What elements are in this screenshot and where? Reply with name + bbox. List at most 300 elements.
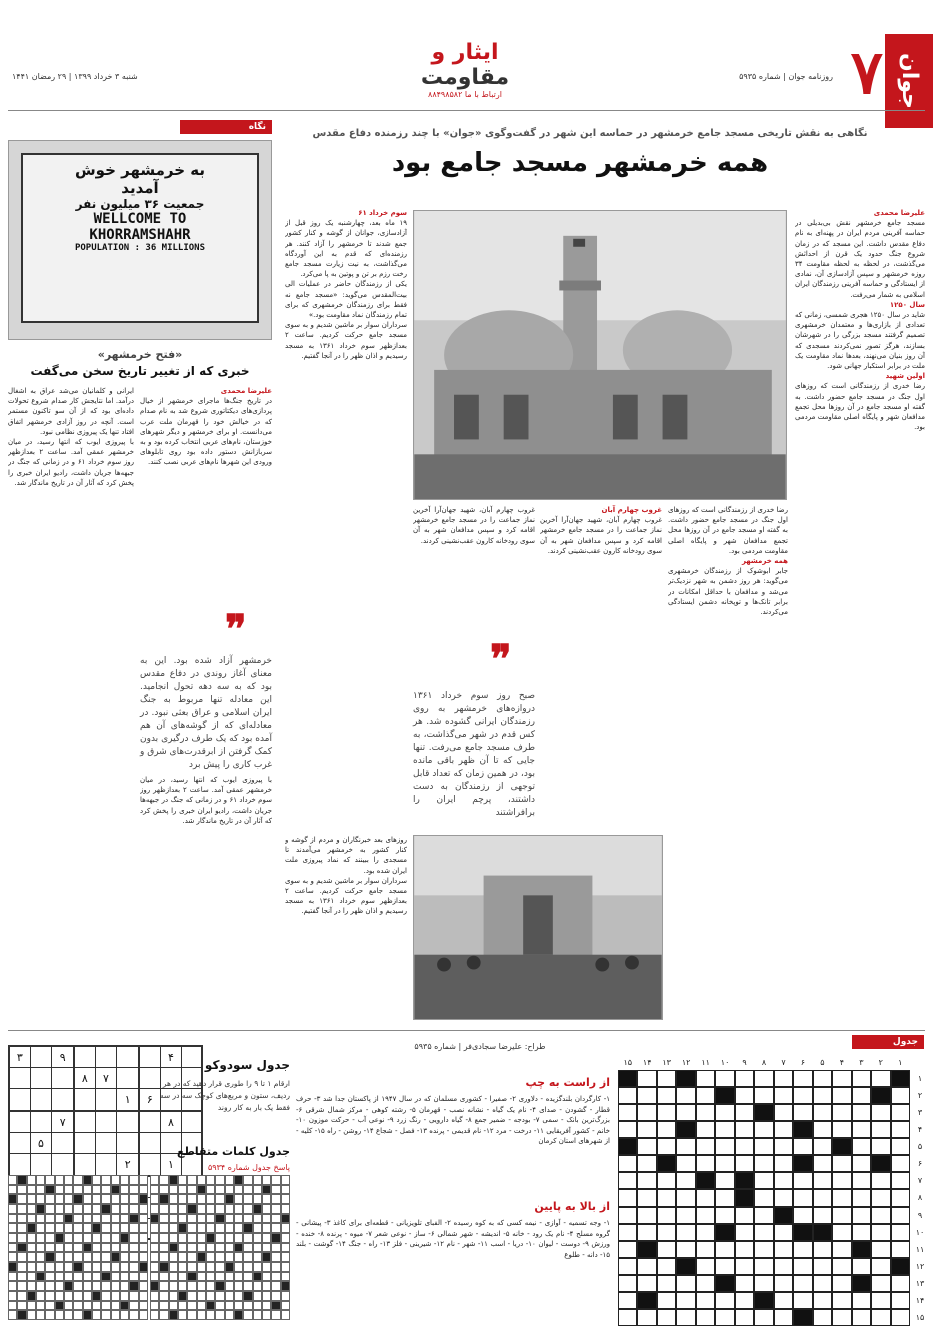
crossword-cell[interactable] — [832, 1070, 851, 1087]
crossword-cell[interactable] — [793, 1241, 812, 1258]
crossword-cell[interactable] — [735, 1155, 754, 1172]
mini-cell — [197, 1272, 206, 1282]
crossword-cell[interactable] — [852, 1121, 871, 1138]
crossword-row-number: ۲ — [917, 1091, 923, 1101]
sudoku-cell[interactable] — [73, 1153, 95, 1175]
sudoku-cell[interactable] — [181, 1110, 203, 1132]
crossword-cell[interactable] — [618, 1207, 637, 1224]
crossword-cell[interactable] — [735, 1104, 754, 1121]
mini-cell — [169, 1281, 178, 1291]
crossword-cell[interactable] — [774, 1155, 793, 1172]
crossword-block-cell — [891, 1258, 910, 1275]
sudoku-cell[interactable] — [160, 1067, 182, 1089]
crossword-cell[interactable] — [832, 1155, 851, 1172]
crossword-cell[interactable] — [637, 1207, 656, 1224]
crossword-cell[interactable] — [832, 1104, 851, 1121]
crossword-cell[interactable] — [852, 1070, 871, 1087]
crossword-cell[interactable] — [676, 1224, 695, 1241]
mini-cell — [45, 1310, 54, 1320]
mini-cell — [234, 1214, 243, 1224]
sudoku-cell[interactable] — [95, 1088, 117, 1110]
crossword-cell[interactable] — [637, 1275, 656, 1292]
mini-cell — [27, 1214, 36, 1224]
crossword-cell[interactable] — [891, 1087, 910, 1104]
mini-cell — [187, 1301, 196, 1311]
crossword-cell[interactable] — [696, 1258, 715, 1275]
crossword-cell[interactable] — [754, 1070, 773, 1087]
mini-cell — [178, 1194, 187, 1204]
masthead-divider — [8, 110, 925, 111]
crossword-cell[interactable] — [793, 1104, 812, 1121]
crossword-cell[interactable] — [676, 1292, 695, 1309]
crossword-cell[interactable] — [715, 1189, 734, 1206]
crossword-cell[interactable] — [618, 1189, 637, 1206]
sudoku-cell[interactable] — [73, 1110, 95, 1132]
crossword-cell[interactable] — [754, 1258, 773, 1275]
crossword-cell[interactable] — [754, 1155, 773, 1172]
crossword-cell[interactable] — [871, 1292, 890, 1309]
crossword-cell[interactable] — [676, 1138, 695, 1155]
crossword-cell[interactable] — [637, 1258, 656, 1275]
crossword-cell[interactable] — [774, 1224, 793, 1241]
mini-cell — [206, 1185, 215, 1195]
mini-block-cell — [169, 1243, 178, 1253]
crossword-cell[interactable] — [891, 1189, 910, 1206]
mini-cell — [253, 1185, 262, 1195]
crossword-cell[interactable] — [637, 1155, 656, 1172]
crossword-cell[interactable] — [618, 1224, 637, 1241]
crossword-cell[interactable] — [696, 1104, 715, 1121]
sudoku-cell[interactable] — [51, 1067, 73, 1089]
crossword-cell[interactable] — [657, 1070, 676, 1087]
crossword-cell[interactable] — [832, 1258, 851, 1275]
mini-cell — [234, 1233, 243, 1243]
crossword-cell[interactable] — [735, 1224, 754, 1241]
sidebar-column-2 — [8, 386, 134, 916]
crossword-cell[interactable] — [832, 1087, 851, 1104]
crossword-cell[interactable] — [676, 1104, 695, 1121]
mini-cell — [178, 1252, 187, 1262]
crossword-cell[interactable] — [715, 1207, 734, 1224]
crossword-cell[interactable] — [813, 1070, 832, 1087]
mini-cell — [243, 1194, 252, 1204]
crossword-cell[interactable] — [852, 1104, 871, 1121]
sudoku-cell[interactable] — [181, 1088, 203, 1110]
crossword-cell[interactable] — [832, 1275, 851, 1292]
mini-cell — [36, 1291, 45, 1301]
crossword-cell[interactable] — [618, 1275, 637, 1292]
crossword-cell[interactable] — [774, 1172, 793, 1189]
mini-cell — [225, 1243, 234, 1253]
sudoku-cell[interactable] — [138, 1067, 160, 1089]
crossword-cell[interactable] — [676, 1087, 695, 1104]
crossword-cell[interactable] — [871, 1275, 890, 1292]
crossword-cell[interactable] — [696, 1241, 715, 1258]
mini-cell — [206, 1175, 215, 1185]
mini-cell — [178, 1301, 187, 1311]
crossword-cell[interactable] — [637, 1121, 656, 1138]
crossword-cell[interactable] — [696, 1275, 715, 1292]
crossword-block-cell — [696, 1172, 715, 1189]
crossword-cell[interactable] — [793, 1087, 812, 1104]
sudoku-cell[interactable] — [51, 1132, 73, 1154]
sudoku-cell[interactable] — [73, 1045, 95, 1067]
sudoku-cell[interactable] — [181, 1045, 203, 1067]
crossword-cell[interactable] — [618, 1292, 637, 1309]
sudoku-cell[interactable] — [8, 1088, 30, 1110]
crossword-cell[interactable] — [774, 1275, 793, 1292]
mini-cell — [187, 1262, 196, 1272]
main-text-5: ۱۹ ماه بعد، چهارشنبه یک روز قبل از آزادسازی، جوانان از گوشه و کنار کشور جمع شدند تا خرمشهر را آزاد کنند. هر رزمنده‌ای که قدم به این آوردگاه می‌گذاشت، به نیت زیارت مسجد جامع رخت رزم بر تن و پوتین به پا می‌کرد. — [285, 219, 407, 279]
crossword-cell[interactable] — [735, 1138, 754, 1155]
crossword-cell[interactable] — [813, 1241, 832, 1258]
crossword-cell[interactable] — [832, 1292, 851, 1309]
crossword-cell[interactable] — [676, 1207, 695, 1224]
mini-cell — [187, 1281, 196, 1291]
crossword-cell[interactable] — [871, 1258, 890, 1275]
crossword-cell[interactable] — [715, 1241, 734, 1258]
crossword-cell[interactable] — [696, 1292, 715, 1309]
crossword-cell[interactable] — [657, 1172, 676, 1189]
crossword-cell[interactable] — [871, 1121, 890, 1138]
mini-block-cell — [271, 1233, 280, 1243]
crossword-cell[interactable] — [891, 1172, 910, 1189]
sudoku-cell[interactable] — [30, 1153, 52, 1175]
crossword-cell[interactable] — [793, 1207, 812, 1224]
mini-block-cell — [55, 1301, 64, 1311]
crossword-cell[interactable] — [891, 1309, 910, 1326]
sudoku-cell[interactable] — [30, 1110, 52, 1132]
crossword-cell[interactable] — [832, 1172, 851, 1189]
crossword-cell[interactable] — [735, 1258, 754, 1275]
crossword-cell[interactable] — [774, 1138, 793, 1155]
welcome-sign — [21, 153, 259, 323]
crossword-cell[interactable] — [852, 1138, 871, 1155]
sudoku-cell[interactable] — [95, 1153, 117, 1175]
crossword-cell[interactable] — [754, 1087, 773, 1104]
sudoku-cell[interactable] — [30, 1067, 52, 1089]
crossword-cell[interactable] — [754, 1309, 773, 1326]
crossword-cell[interactable] — [871, 1309, 890, 1326]
crossword-cell[interactable] — [754, 1138, 773, 1155]
mini-cell — [243, 1175, 252, 1185]
crossword-cell[interactable] — [637, 1224, 656, 1241]
crossword-cell[interactable] — [754, 1189, 773, 1206]
sudoku-cell[interactable] — [116, 1067, 138, 1089]
mini-cell — [8, 1252, 17, 1262]
crossword-col-number: ۱۵ — [623, 1058, 633, 1067]
sudoku-cell[interactable] — [116, 1132, 138, 1154]
mini-block-cell — [234, 1175, 243, 1185]
mini-cell — [64, 1194, 73, 1204]
mini-cell — [187, 1223, 196, 1233]
crossword-cell[interactable] — [637, 1087, 656, 1104]
crossword-cell[interactable] — [774, 1241, 793, 1258]
crossword-cell[interactable] — [813, 1155, 832, 1172]
mini-cell — [159, 1204, 168, 1214]
crossword-row-number: ۳ — [917, 1108, 923, 1118]
mini-cell — [262, 1301, 271, 1311]
crossword-cell[interactable] — [891, 1155, 910, 1172]
crossword-cell[interactable] — [657, 1104, 676, 1121]
crossword-cell[interactable] — [754, 1224, 773, 1241]
crossword-cell[interactable] — [793, 1172, 812, 1189]
crossword-cell[interactable] — [735, 1121, 754, 1138]
crossword-cell[interactable] — [696, 1070, 715, 1087]
crossword-cell[interactable] — [696, 1155, 715, 1172]
crossword-cell[interactable] — [813, 1138, 832, 1155]
sudoku-cell[interactable] — [30, 1045, 52, 1067]
sudoku-cell[interactable] — [95, 1132, 117, 1154]
crossword-cell[interactable] — [735, 1309, 754, 1326]
mini-cell — [243, 1301, 252, 1311]
crossword-cell[interactable] — [637, 1309, 656, 1326]
sudoku-cell[interactable] — [116, 1045, 138, 1067]
crossword-cell[interactable] — [793, 1138, 812, 1155]
crossword-cell[interactable] — [891, 1292, 910, 1309]
mini-cell — [271, 1243, 280, 1253]
crossword-cell[interactable] — [891, 1224, 910, 1241]
crossword-cell[interactable] — [735, 1207, 754, 1224]
crossword-cell[interactable] — [891, 1138, 910, 1155]
crossword-cell[interactable] — [637, 1070, 656, 1087]
crossword-cell[interactable] — [774, 1121, 793, 1138]
crossword-cell[interactable] — [891, 1207, 910, 1224]
crossword-cell[interactable] — [774, 1087, 793, 1104]
crossword-cell[interactable] — [657, 1138, 676, 1155]
crossword-cell[interactable] — [871, 1189, 890, 1206]
crossword-cell[interactable] — [637, 1104, 656, 1121]
crossword-cell[interactable] — [793, 1275, 812, 1292]
crossword-cell[interactable] — [871, 1241, 890, 1258]
crossword-cell[interactable] — [735, 1087, 754, 1104]
mini-cell — [36, 1301, 45, 1311]
crossword-cell[interactable] — [696, 1224, 715, 1241]
mini-cell — [262, 1291, 271, 1301]
mini-cell — [83, 1185, 92, 1195]
crossword-cell[interactable] — [774, 1189, 793, 1206]
crossword-cell[interactable] — [715, 1258, 734, 1275]
mini-answer-label: پاسخ جدول شماره ۵۹۳۴ — [208, 1163, 290, 1172]
crossword-cell[interactable] — [715, 1309, 734, 1326]
crossword-cell[interactable] — [813, 1189, 832, 1206]
crossword-cell[interactable] — [871, 1138, 890, 1155]
crossword-cell[interactable] — [832, 1241, 851, 1258]
sudoku-cell[interactable] — [51, 1153, 73, 1175]
sudoku-cell[interactable] — [8, 1110, 30, 1132]
crossword-cell[interactable] — [793, 1189, 812, 1206]
crossword-cell[interactable] — [676, 1241, 695, 1258]
crossword-cell[interactable] — [676, 1172, 695, 1189]
mini-cell — [159, 1233, 168, 1243]
crossword-cell[interactable] — [657, 1241, 676, 1258]
crossword-cell[interactable] — [657, 1275, 676, 1292]
crossword-cell[interactable] — [813, 1121, 832, 1138]
crossword-cell[interactable] — [871, 1172, 890, 1189]
crossword-cell[interactable] — [637, 1138, 656, 1155]
crossword-cell[interactable] — [774, 1292, 793, 1309]
mini-cell — [45, 1243, 54, 1253]
crossword-cell[interactable] — [637, 1189, 656, 1206]
crossword-cell[interactable] — [832, 1207, 851, 1224]
sudoku-cell[interactable] — [73, 1088, 95, 1110]
crossword-cell[interactable] — [696, 1138, 715, 1155]
crossword-cell[interactable] — [618, 1241, 637, 1258]
sign-line-6: POPULATION : 36 MILLIONS — [74, 243, 206, 253]
mini-block-cell — [111, 1252, 120, 1262]
sudoku-cell[interactable] — [181, 1067, 203, 1089]
crossword-cell[interactable] — [657, 1292, 676, 1309]
crossword-cell[interactable] — [715, 1104, 734, 1121]
crossword-cell[interactable] — [891, 1275, 910, 1292]
crossword-cell[interactable] — [715, 1155, 734, 1172]
crossword-cell[interactable] — [813, 1275, 832, 1292]
crossword-cell[interactable] — [852, 1224, 871, 1241]
crossword-cell[interactable] — [813, 1292, 832, 1309]
sudoku-cell[interactable] — [95, 1045, 117, 1067]
mini-cell — [197, 1233, 206, 1243]
crossword-cell[interactable] — [618, 1258, 637, 1275]
sudoku-cell[interactable] — [8, 1153, 30, 1175]
crossword-cell[interactable] — [754, 1172, 773, 1189]
crossword-cell[interactable] — [676, 1275, 695, 1292]
sudoku-cell[interactable] — [138, 1110, 160, 1132]
sudoku-cell[interactable] — [51, 1088, 73, 1110]
mini-cell — [129, 1310, 138, 1320]
crossword-cell[interactable] — [832, 1309, 851, 1326]
crossword-cell[interactable] — [696, 1207, 715, 1224]
mini-cell — [129, 1272, 138, 1282]
crossword-cell[interactable] — [793, 1292, 812, 1309]
crossword-cell[interactable] — [852, 1189, 871, 1206]
crossword-cell[interactable] — [618, 1104, 637, 1121]
crossword-cell[interactable] — [754, 1121, 773, 1138]
crossword-cell[interactable] — [715, 1070, 734, 1087]
crossword-cell[interactable] — [852, 1207, 871, 1224]
crossword-cell[interactable] — [735, 1292, 754, 1309]
sudoku-cell[interactable] — [8, 1132, 30, 1154]
crossword-cell[interactable] — [813, 1207, 832, 1224]
crossword-cell[interactable] — [852, 1309, 871, 1326]
crossword-cell[interactable] — [793, 1258, 812, 1275]
mini-cell — [27, 1310, 36, 1320]
crossword-cell[interactable] — [618, 1172, 637, 1189]
crossword-cell[interactable] — [754, 1207, 773, 1224]
crossword-cell[interactable] — [754, 1275, 773, 1292]
sudoku-cell[interactable] — [8, 1067, 30, 1089]
crossword-cell[interactable] — [676, 1189, 695, 1206]
mini-cell — [8, 1310, 17, 1320]
mini-cell — [55, 1252, 64, 1262]
crossword-cell[interactable] — [676, 1155, 695, 1172]
mini-cell — [36, 1223, 45, 1233]
mini-cell — [225, 1291, 234, 1301]
crossword-cell[interactable] — [735, 1275, 754, 1292]
sudoku-cell[interactable] — [73, 1132, 95, 1154]
crossword-cell[interactable] — [715, 1292, 734, 1309]
mini-cell — [243, 1310, 252, 1320]
crossword-cell[interactable] — [852, 1258, 871, 1275]
crossword-cell[interactable] — [871, 1070, 890, 1087]
crossword-cell[interactable] — [657, 1258, 676, 1275]
crossword-cell[interactable] — [813, 1309, 832, 1326]
crossword-cell[interactable] — [696, 1189, 715, 1206]
crossword-block-cell — [871, 1155, 890, 1172]
crossword-cell[interactable] — [735, 1241, 754, 1258]
crossword-cell[interactable] — [735, 1070, 754, 1087]
crossword-cell[interactable] — [774, 1070, 793, 1087]
crossword-cell[interactable] — [891, 1241, 910, 1258]
crossword-cell[interactable] — [657, 1087, 676, 1104]
crossword-cell[interactable] — [618, 1309, 637, 1326]
crossword-cell[interactable] — [618, 1121, 637, 1138]
crossword-cell[interactable] — [852, 1172, 871, 1189]
sudoku-cell[interactable] — [160, 1088, 182, 1110]
mini-cell — [8, 1223, 17, 1233]
crossword-cell[interactable] — [813, 1258, 832, 1275]
mini-block-cell — [17, 1175, 26, 1185]
crossword-cell[interactable] — [637, 1172, 656, 1189]
crossword-cell[interactable] — [774, 1309, 793, 1326]
sudoku-cell[interactable] — [95, 1110, 117, 1132]
crossword-cell[interactable] — [696, 1309, 715, 1326]
crossword-cell[interactable] — [715, 1121, 734, 1138]
crossword-cell[interactable] — [657, 1121, 676, 1138]
crossword-cell[interactable] — [871, 1104, 890, 1121]
crossword-cell[interactable] — [852, 1087, 871, 1104]
crossword-cell[interactable] — [871, 1224, 890, 1241]
crossword-cell[interactable] — [852, 1292, 871, 1309]
crossword-cell[interactable] — [657, 1309, 676, 1326]
crossword-cell[interactable] — [657, 1207, 676, 1224]
crossword-cell[interactable] — [657, 1224, 676, 1241]
crossword-cell[interactable] — [813, 1104, 832, 1121]
crossword-cell[interactable] — [754, 1241, 773, 1258]
crossword-cell[interactable] — [618, 1155, 637, 1172]
crossword-cell[interactable] — [891, 1121, 910, 1138]
sudoku-cell[interactable] — [116, 1110, 138, 1132]
crossword-cell[interactable] — [676, 1309, 695, 1326]
crossword-cell[interactable] — [618, 1087, 637, 1104]
sudoku-cell[interactable] — [30, 1088, 52, 1110]
mini-block-cell — [281, 1281, 290, 1291]
crossword-cell[interactable] — [793, 1070, 812, 1087]
crossword-cell[interactable] — [715, 1138, 734, 1155]
crossword-cell[interactable] — [852, 1155, 871, 1172]
crossword-cell[interactable] — [832, 1121, 851, 1138]
mini-cell — [92, 1310, 101, 1320]
mini-cell — [169, 1185, 178, 1195]
mini-cell — [120, 1262, 129, 1272]
crossword-cell[interactable] — [813, 1172, 832, 1189]
crossword-cell[interactable] — [696, 1087, 715, 1104]
crossword-cell[interactable] — [832, 1189, 851, 1206]
sudoku-cell[interactable] — [138, 1045, 160, 1067]
crossword-cell[interactable] — [891, 1104, 910, 1121]
crossword-cell[interactable] — [832, 1224, 851, 1241]
crossword-cell[interactable] — [871, 1207, 890, 1224]
mini-cell — [92, 1175, 101, 1185]
mini-cell — [139, 1252, 148, 1262]
crossword-cell[interactable] — [696, 1121, 715, 1138]
crossword-cell[interactable] — [715, 1172, 734, 1189]
puzzle-divider — [8, 1030, 925, 1031]
mini-cell — [139, 1214, 148, 1224]
crossword-cell[interactable] — [774, 1258, 793, 1275]
crossword-cell[interactable] — [657, 1189, 676, 1206]
crossword-cell[interactable] — [774, 1104, 793, 1121]
crossword-cell[interactable] — [813, 1087, 832, 1104]
